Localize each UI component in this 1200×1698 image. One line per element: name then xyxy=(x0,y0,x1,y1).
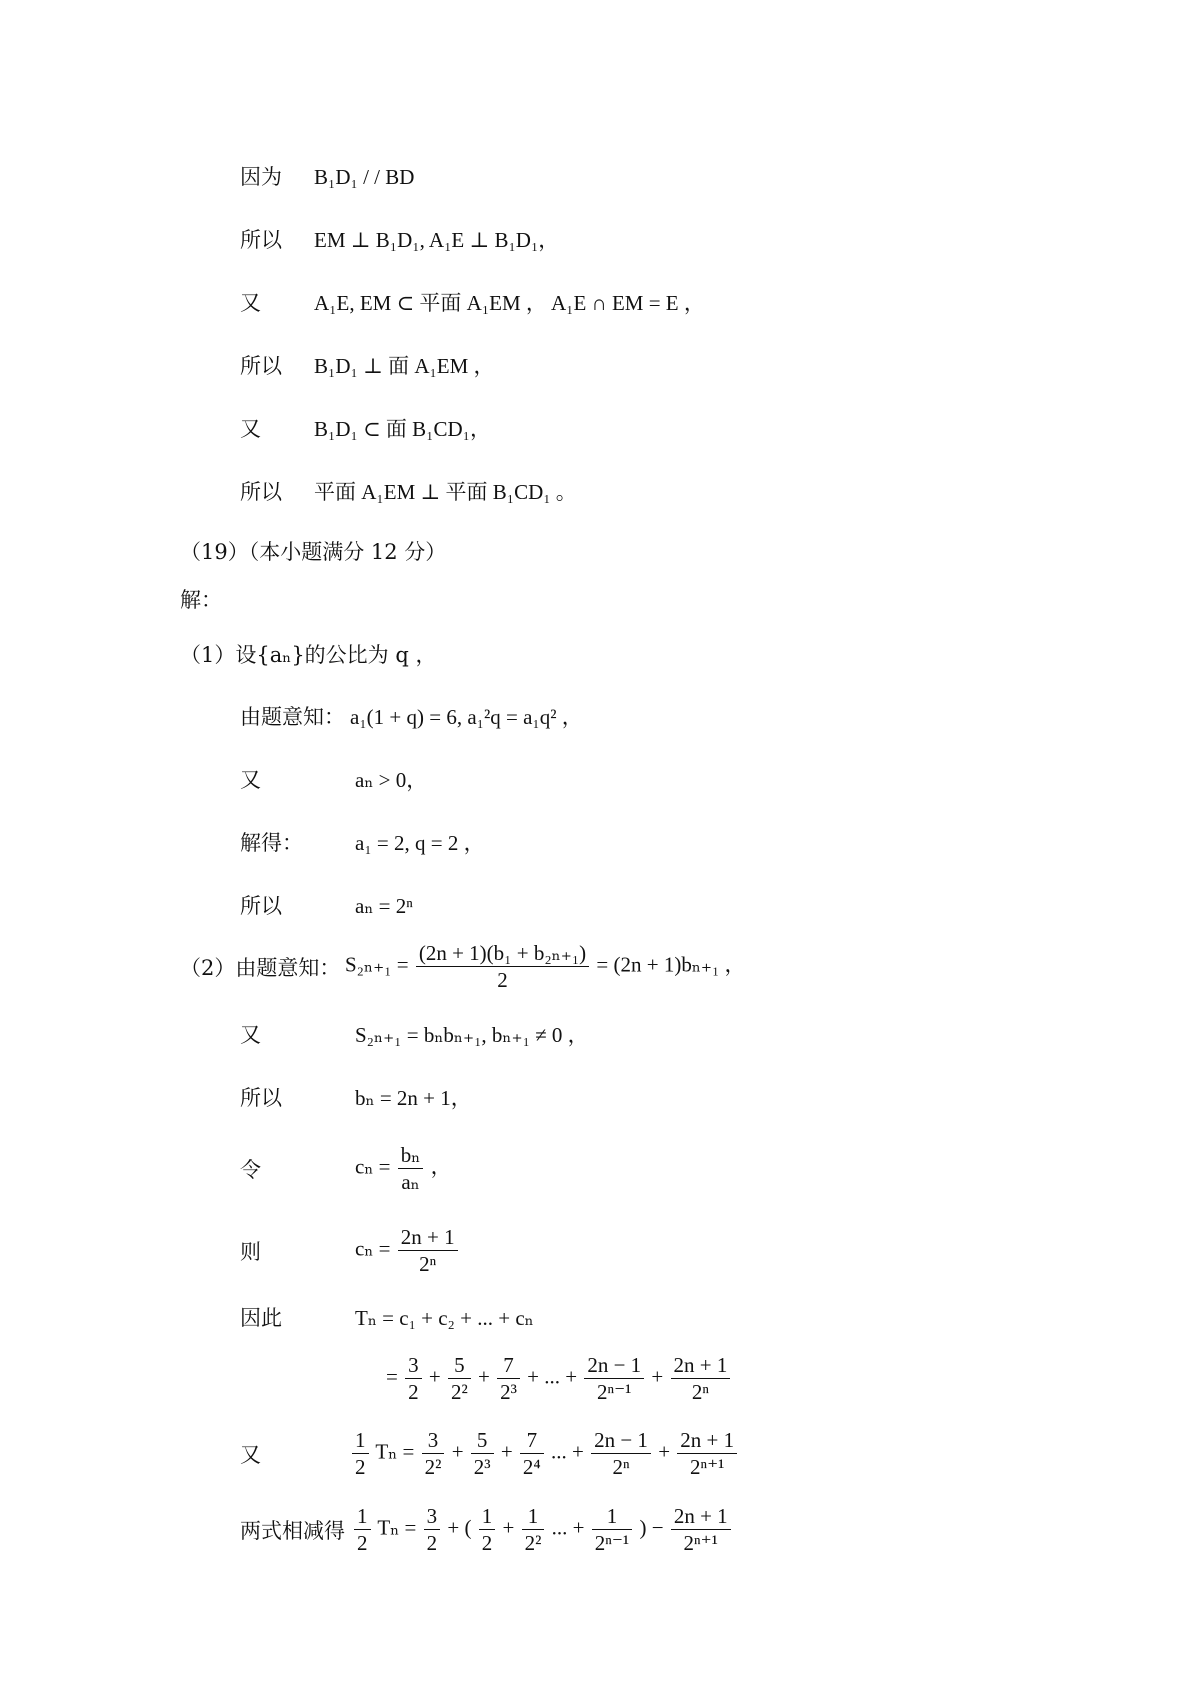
line-label: 因为 xyxy=(240,165,282,189)
problem-header: （19）（本小题满分 12 分） xyxy=(180,540,447,564)
operator: + ( xyxy=(447,1515,472,1540)
line-label: 解得： xyxy=(240,831,303,855)
line-label: 又 xyxy=(240,1023,261,1047)
part2-sum-formula xyxy=(345,940,746,993)
fraction-denominator: 2ⁿ⁻¹ xyxy=(596,1380,632,1404)
line-label: 又 xyxy=(240,417,261,441)
fraction-numerator: 2n − 1 xyxy=(591,1427,651,1454)
fraction xyxy=(448,1352,471,1405)
fraction xyxy=(677,1427,737,1480)
fraction-numerator: 1 xyxy=(522,1503,545,1530)
fraction xyxy=(671,1352,731,1405)
fraction-denominator: 2 xyxy=(426,1531,438,1555)
fraction-numerator: 7 xyxy=(520,1427,544,1454)
let-expression xyxy=(355,1142,452,1195)
half-sum-expansion xyxy=(350,1427,739,1480)
fraction-numerator: 2n + 1 xyxy=(671,1503,731,1530)
line-label: 所以 xyxy=(240,228,282,252)
fraction xyxy=(584,1352,644,1405)
fraction-numerator: 2n + 1 xyxy=(677,1427,737,1454)
math-expression: a₁(1 + q) = 6, a₁²q = a₁q² ， xyxy=(350,705,583,729)
fraction-numerator: 2n − 1 xyxy=(584,1352,644,1379)
fraction xyxy=(424,1503,441,1556)
fraction xyxy=(479,1503,496,1556)
operator: + ... + xyxy=(527,1364,578,1389)
fraction-numerator: 2n + 1 xyxy=(398,1224,458,1251)
fraction-numerator: 1 xyxy=(354,1503,371,1530)
fraction-numerator: 3 xyxy=(405,1352,422,1379)
fraction-numerator: 7 xyxy=(497,1352,520,1379)
fraction xyxy=(592,1503,633,1556)
expr-left: cₙ = xyxy=(355,1154,391,1179)
then-expression xyxy=(355,1224,460,1277)
fraction-numerator: 2n + 1 xyxy=(671,1352,731,1379)
expr-var: Tₙ = xyxy=(375,1439,415,1464)
line-label: 所以 xyxy=(240,894,282,918)
fraction-denominator: 2ⁿ⁻¹ xyxy=(594,1531,630,1555)
operator: + xyxy=(500,1439,513,1464)
solution-label: 解： xyxy=(180,588,222,612)
math-expression: 平面 A₁EM ⊥ 平面 B₁CD₁ 。 xyxy=(314,480,577,504)
fraction-denominator: 2 xyxy=(497,968,508,992)
part2-intro: （2）由题意知： xyxy=(180,956,341,980)
fraction-numerator: 1 xyxy=(352,1427,369,1454)
fraction xyxy=(398,1142,424,1195)
fraction-denominator: 2⁴ xyxy=(522,1455,541,1479)
line-label: 所以 xyxy=(240,1086,282,1110)
fraction-numerator: 5 xyxy=(471,1427,494,1454)
line-label: 因此 xyxy=(240,1306,282,1330)
difference-expression xyxy=(352,1503,733,1556)
math-expression: a₁ = 2, q = 2 ， xyxy=(355,831,485,855)
fraction xyxy=(422,1427,445,1480)
operator: + xyxy=(451,1439,464,1464)
fraction-denominator: 2 xyxy=(355,1455,366,1479)
fraction-denominator: aₙ xyxy=(401,1170,420,1194)
fraction xyxy=(520,1427,544,1480)
fraction xyxy=(398,1224,458,1277)
fraction-denominator: 2 xyxy=(481,1531,493,1555)
operator: + xyxy=(651,1364,664,1389)
operator: + xyxy=(658,1439,671,1464)
fraction xyxy=(497,1352,520,1405)
fraction-numerator: 5 xyxy=(448,1352,471,1379)
fraction-denominator: 2³ xyxy=(473,1455,491,1479)
operator: + xyxy=(502,1515,515,1540)
operator: ) − xyxy=(639,1515,664,1540)
expr-tail: ， xyxy=(430,1154,452,1179)
fraction-denominator: 2 xyxy=(408,1380,419,1404)
fraction-denominator: 2 xyxy=(357,1531,368,1555)
math-expression: B₁D₁ / / BD xyxy=(314,165,415,189)
fraction-denominator: 2ⁿ⁺¹ xyxy=(689,1455,725,1479)
fraction-denominator: 2² xyxy=(424,1455,442,1479)
fraction-denominator: 2ⁿ xyxy=(612,1455,630,1479)
fraction-denominator: 2ⁿ xyxy=(419,1252,437,1276)
line-label: 则 xyxy=(240,1240,261,1264)
fraction-numerator: (2n + 1)(b₁ + b₂ₙ₊₁) xyxy=(416,940,589,967)
operator: ... + xyxy=(551,1515,585,1540)
math-expression: aₙ = 2ⁿ xyxy=(355,894,413,918)
fraction-denominator: 2ⁿ⁺¹ xyxy=(683,1531,718,1555)
fraction xyxy=(352,1427,369,1480)
math-expression: aₙ > 0， xyxy=(355,768,428,792)
expr-var: Tₙ = xyxy=(377,1515,417,1540)
expr-left: cₙ = xyxy=(355,1236,391,1261)
fraction xyxy=(471,1427,494,1480)
fraction-numerator: 3 xyxy=(424,1503,441,1530)
fraction-denominator: 2² xyxy=(524,1531,542,1555)
part1-intro: （1）设{aₙ}的公比为 q ， xyxy=(180,643,437,667)
operator: + xyxy=(477,1364,490,1389)
line-label: 所以 xyxy=(240,354,282,378)
line-label: 又 xyxy=(240,1443,261,1467)
math-expression: A₁E, EM ⊂ 平面 A₁EM ， A₁E ∩ EM = E ， xyxy=(314,291,705,315)
fraction xyxy=(405,1352,422,1405)
line-label: 又 xyxy=(240,768,261,792)
expr-lead: = xyxy=(386,1364,398,1389)
line-label: 令 xyxy=(240,1158,261,1182)
math-expression: B₁D₁ ⊂ 面 B₁CD₁， xyxy=(314,417,491,441)
expr-left: S₂ₙ₊₁ = xyxy=(345,952,409,977)
fraction-numerator: 3 xyxy=(422,1427,445,1454)
fraction-denominator: 2² xyxy=(450,1380,468,1404)
fraction-numerator: 1 xyxy=(479,1503,496,1530)
math-expression: bₙ = 2n + 1， xyxy=(355,1086,472,1110)
math-expression: EM ⊥ B₁D₁, A₁E ⊥ B₁D₁， xyxy=(314,228,560,252)
line-label: 由题意知： xyxy=(240,705,345,729)
math-expression: Tₙ = c₁ + c₂ + ... + cₙ xyxy=(355,1306,534,1330)
fraction-numerator: bₙ xyxy=(398,1142,424,1169)
fraction xyxy=(522,1503,545,1556)
fraction xyxy=(416,940,589,993)
math-expression: S₂ₙ₊₁ = bₙbₙ₊₁, bₙ₊₁ ≠ 0 ， xyxy=(355,1023,589,1047)
fraction-numerator: 1 xyxy=(592,1503,633,1530)
fraction xyxy=(671,1503,731,1556)
operator: + xyxy=(428,1364,441,1389)
line-label: 又 xyxy=(240,291,261,315)
fraction xyxy=(354,1503,371,1556)
expr-right: = (2n + 1)bₙ₊₁ ， xyxy=(596,952,746,977)
fraction xyxy=(591,1427,651,1480)
operator: ... + xyxy=(551,1439,584,1464)
line-label: 所以 xyxy=(240,480,282,504)
fraction-denominator: 2ⁿ xyxy=(691,1380,709,1404)
fraction-denominator: 2³ xyxy=(500,1380,517,1404)
sum-expansion xyxy=(386,1352,732,1405)
math-expression: B₁D₁ ⊥ 面 A₁EM ， xyxy=(314,354,495,378)
line-label: 两式相减得 xyxy=(240,1519,345,1543)
